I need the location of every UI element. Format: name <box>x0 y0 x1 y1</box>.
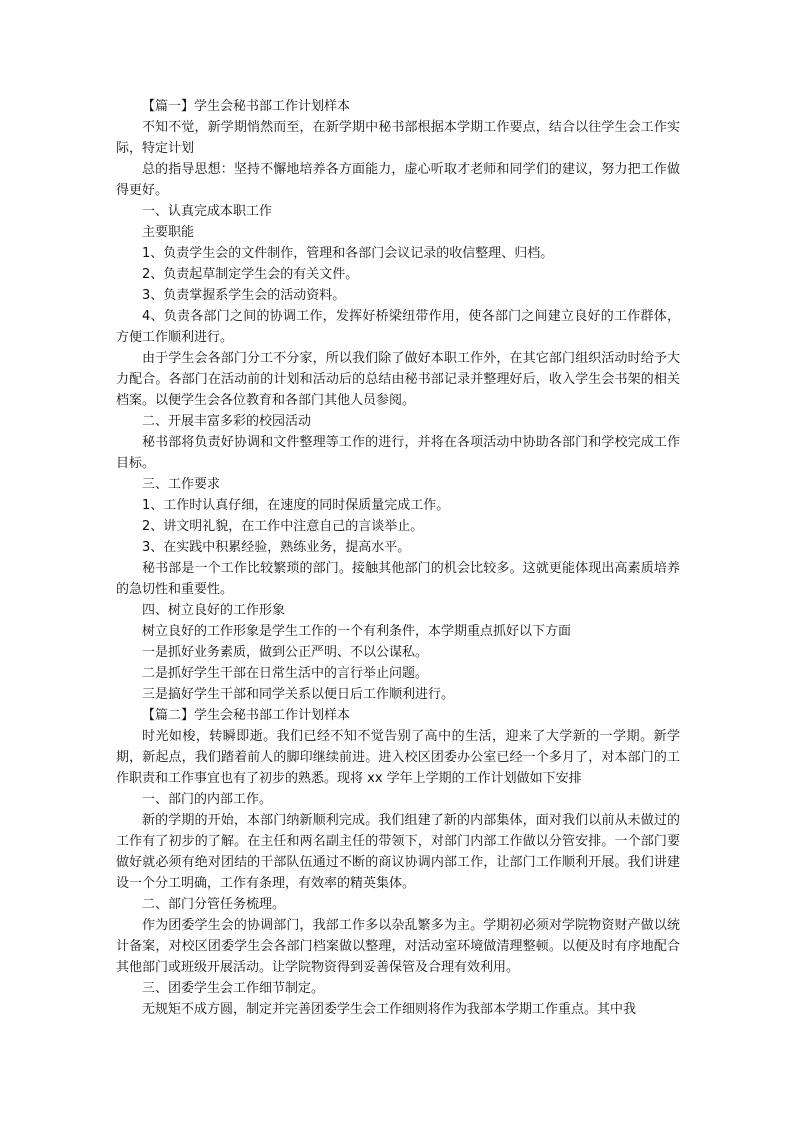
list-item: 三是搞好学生干部和同学关系以便日后工作顺利进行。 <box>142 687 455 702</box>
section-heading: 一、部门的内部工作。 <box>142 792 273 807</box>
list-item: 3、负责掌握系学生会的活动资料。 <box>142 288 346 303</box>
paragraph: 由于学生会各部门分工不分家，所以我们除了做好本职工作外，在其它部门组织活动时给予大力配合。各部门在活动前的计划和活动后的总结由秘书部记录并整理好后，收入学生会书架的相关档案。以便学生会各位教育和各部门其他人员参阅。 <box>116 351 680 408</box>
list-item: 一是抓好业务素质，做到公正严明、不以公谋私。 <box>142 645 429 660</box>
list-item: 1、工作时认真仔细，在速度的同时保质量完成工作。 <box>142 498 450 513</box>
paragraph: 无规矩不成方圆，制定并完善团委学生会工作细则将作为我部本学期工作重点。其中我 <box>142 1002 637 1017</box>
paragraph: 树立良好的工作形象是学生工作的一个有利条件，本学期重点抓好以下方面 <box>142 624 572 639</box>
paragraph: 秘书部将负责好协调和文件整理等工作的进行，并将在各项活动中协助各部门和学校完成工作目标。 <box>116 435 680 471</box>
document-body <box>116 96 680 1020</box>
part1-intro: 不知不觉，新学期悄然而至，在新学期中秘书部根据本学期工作要点，结合以往学生会工作实际，特定计划 <box>116 120 680 156</box>
list-item: 3、在实践中积累经验，熟练业务，提高水平。 <box>142 540 411 555</box>
part1-title: 【篇一】学生会秘书部工作计划样本 <box>142 99 351 114</box>
part1-guiding: 总的指导思想：坚持不懈地培养各方面能力，虚心听取才老师和同学们的建议，努力把工作做得更好。 <box>116 162 680 198</box>
section-heading: 一、认真完成本职工作 <box>142 204 273 219</box>
list-item: 2、负责起草制定学生会的有关文件。 <box>142 267 359 282</box>
list-item: 2、讲文明礼貌，在工作中注意自己的言谈举止。 <box>142 519 424 534</box>
section-heading: 四、树立良好的工作形象 <box>142 603 286 618</box>
paragraph: 秘书部是一个工作比较繁琐的部门。接触其他部门的机会比较多。这就更能体现出高素质培养的急切性和重要性。 <box>116 561 680 597</box>
list-item: 1、负责学生会的文件制作，管理和各部门会议记录的收信整理、归档。 <box>142 246 554 261</box>
part2-title: 【篇二】学生会秘书部工作计划样本 <box>142 708 351 723</box>
list-item: 4、负责各部门之间的协调工作，发挥好桥梁纽带作用，使各部门之间建立良好的工作群体，方便工作顺利进行。 <box>116 309 680 345</box>
list-item: 二是抓好学生干部在日常生活中的言行举止问题。 <box>142 666 429 681</box>
section-heading: 三、工作要求 <box>142 477 221 492</box>
paragraph: 新的学期的开始，本部门纳新顺利完成。我们组建了新的内部集体，面对我们以前从未做过的工作有了初步的了解。在主任和两名副主任的带领下，对部门内部工作做以分管安排。一个部门要做好就必须有绝对团结的干部队伍通过不断的商议协调内部工作，让部门工作顺利开展。我们讲建设一个分工明确，工作有条理，有效率的精英集体。 <box>116 813 680 891</box>
section-heading: 二、部门分管任务梳理。 <box>142 897 286 912</box>
section-heading: 二、开展丰富多彩的校园活动 <box>142 414 312 429</box>
paragraph: 作为团委学生会的协调部门，我部工作多以杂乱繁多为主。学期初必须对学院物资财产做以统计备案，对校区团委学生会各部门档案做以整理，对活动室环境做清理整顿。以便及时有序地配合其他部门或班级开展活动。让学院物资得到妥善保管及合理有效利用。 <box>116 918 680 975</box>
section-heading: 三、团委学生会工作细节制定。 <box>142 981 325 996</box>
section-subheading: 主要职能 <box>142 225 195 240</box>
part2-intro: 时光如梭，转瞬即逝。我们已经不知不觉告别了高中的生活，迎来了大学新的一学期。新学期，新起点，我们踏着前人的脚印继续前进。进入校区团委办公室已经一个多月了，对本部门的工作职责和工作事宜也有了初步的熟悉。现将 xx 学年上学期的工作计划做如下安排 <box>116 729 680 786</box>
